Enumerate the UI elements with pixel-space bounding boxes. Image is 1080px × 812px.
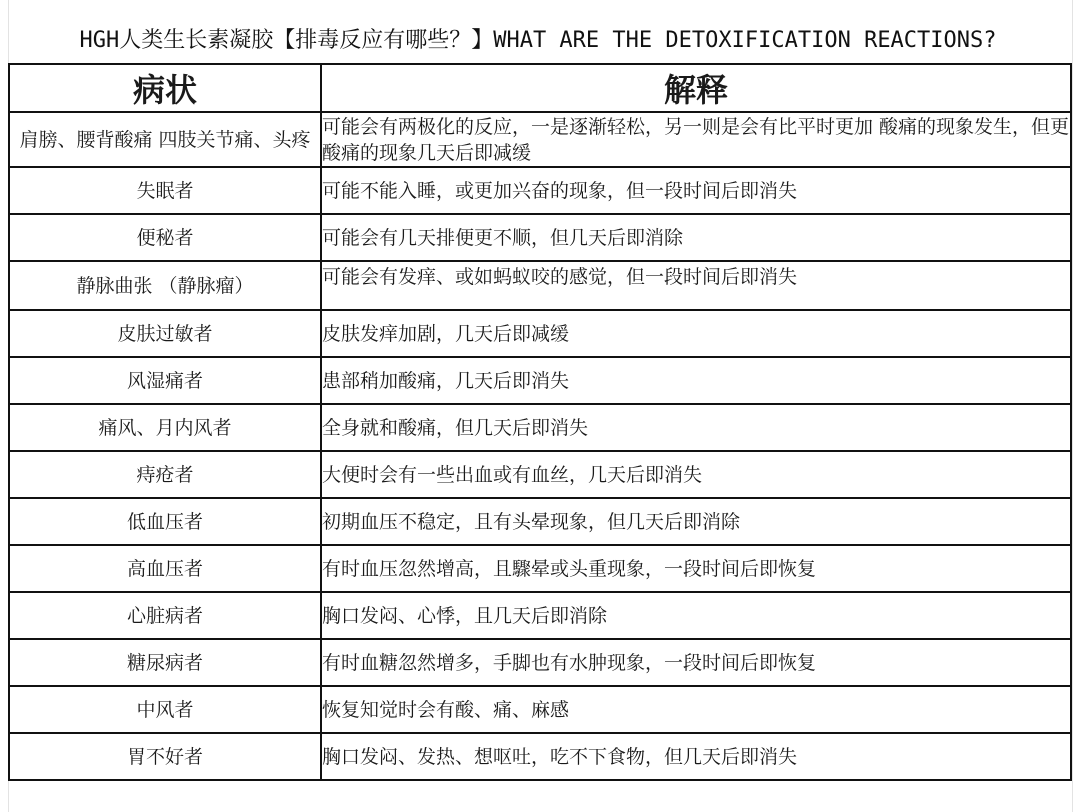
symptom-cell[interactable]: 痔疮者 — [9, 451, 321, 498]
explanation-cell[interactable]: 可能会有发痒、或如蚂蚁咬的感觉，但一段时间后即消失 — [321, 261, 1071, 310]
table-row — [9, 733, 1071, 780]
symptom-cell[interactable]: 心脏病者 — [9, 592, 321, 639]
table-row — [9, 639, 1071, 686]
explanation-cell[interactable]: 胸口发闷、心悸，且几天后即消除 — [321, 592, 1071, 639]
symptom-cell[interactable]: 胃不好者 — [9, 733, 321, 780]
table-row — [9, 545, 1071, 592]
explanation-cell[interactable]: 皮肤发痒加剧，几天后即减缓 — [321, 310, 1071, 357]
table-row — [9, 451, 1071, 498]
explanation-cell[interactable]: 大便时会有一些出血或有血丝，几天后即消失 — [321, 451, 1071, 498]
explanation-cell[interactable]: 胸口发闷、发热、想呕吐，吃不下食物，但几天后即消失 — [321, 733, 1071, 780]
explanation-cell[interactable]: 可能会有几天排便更不顺，但几天后即消除 — [321, 214, 1071, 261]
header-row — [9, 64, 1071, 112]
table-row — [9, 686, 1071, 733]
explanation-cell[interactable]: 恢复知觉时会有酸、痛、麻感 — [321, 686, 1071, 733]
detox-table — [8, 63, 1072, 781]
symptom-cell[interactable]: 静脉曲张 （静脉瘤） — [9, 261, 321, 310]
explanation-cell[interactable]: 有时血压忽然增高，且驟晕或头重现象，一段时间后即恢复 — [321, 545, 1071, 592]
symptom-cell[interactable]: 失眠者 — [9, 167, 321, 214]
table-row — [9, 592, 1071, 639]
table-row — [9, 112, 1071, 167]
explanation-cell[interactable]: 全身就和酸痛，但几天后即消失 — [321, 404, 1071, 451]
symptom-cell[interactable]: 皮肤过敏者 — [9, 310, 321, 357]
explanation-cell[interactable]: 有时血糖忽然增多，手脚也有水肿现象，一段时间后即恢复 — [321, 639, 1071, 686]
explanation-cell[interactable]: 可能会有两极化的反应，一是逐渐轻松，另一则是会有比平时更加 酸痛的现象发生，但更酸痛的现象几天后即减缓 — [321, 112, 1071, 167]
column-header-symptom[interactable]: 病状 — [9, 64, 321, 112]
column-header-explanation[interactable]: 解释 — [321, 64, 1071, 112]
symptom-cell[interactable]: 便秘者 — [9, 214, 321, 261]
explanation-cell[interactable]: 初期血压不稳定，且有头晕现象，但几天后即消除 — [321, 498, 1071, 545]
explanation-cell[interactable]: 可能不能入睡，或更加兴奋的现象，但一段时间后即消失 — [321, 167, 1071, 214]
symptom-cell[interactable]: 糖尿病者 — [9, 639, 321, 686]
table-row — [9, 498, 1071, 545]
symptom-cell[interactable]: 高血压者 — [9, 545, 321, 592]
symptom-cell[interactable]: 低血压者 — [9, 498, 321, 545]
table-row — [9, 310, 1071, 357]
symptom-cell[interactable]: 中风者 — [9, 686, 321, 733]
symptom-cell[interactable]: 风湿痛者 — [9, 357, 321, 404]
table-row — [9, 261, 1071, 310]
sheet-title[interactable]: HGH人类生长素凝胶【排毒反应有哪些？】WHAT ARE THE DETOXIFICATION REACTIONS? — [79, 27, 997, 53]
table-row — [9, 404, 1071, 451]
symptom-cell[interactable]: 肩膀、腰背酸痛 四肢关节痛、头疼 — [9, 112, 321, 167]
explanation-cell[interactable]: 患部稍加酸痛，几天后即消失 — [321, 357, 1071, 404]
symptom-cell[interactable]: 痛风、月内风者 — [9, 404, 321, 451]
table-row — [9, 167, 1071, 214]
table-row — [9, 357, 1071, 404]
table-row — [9, 214, 1071, 261]
